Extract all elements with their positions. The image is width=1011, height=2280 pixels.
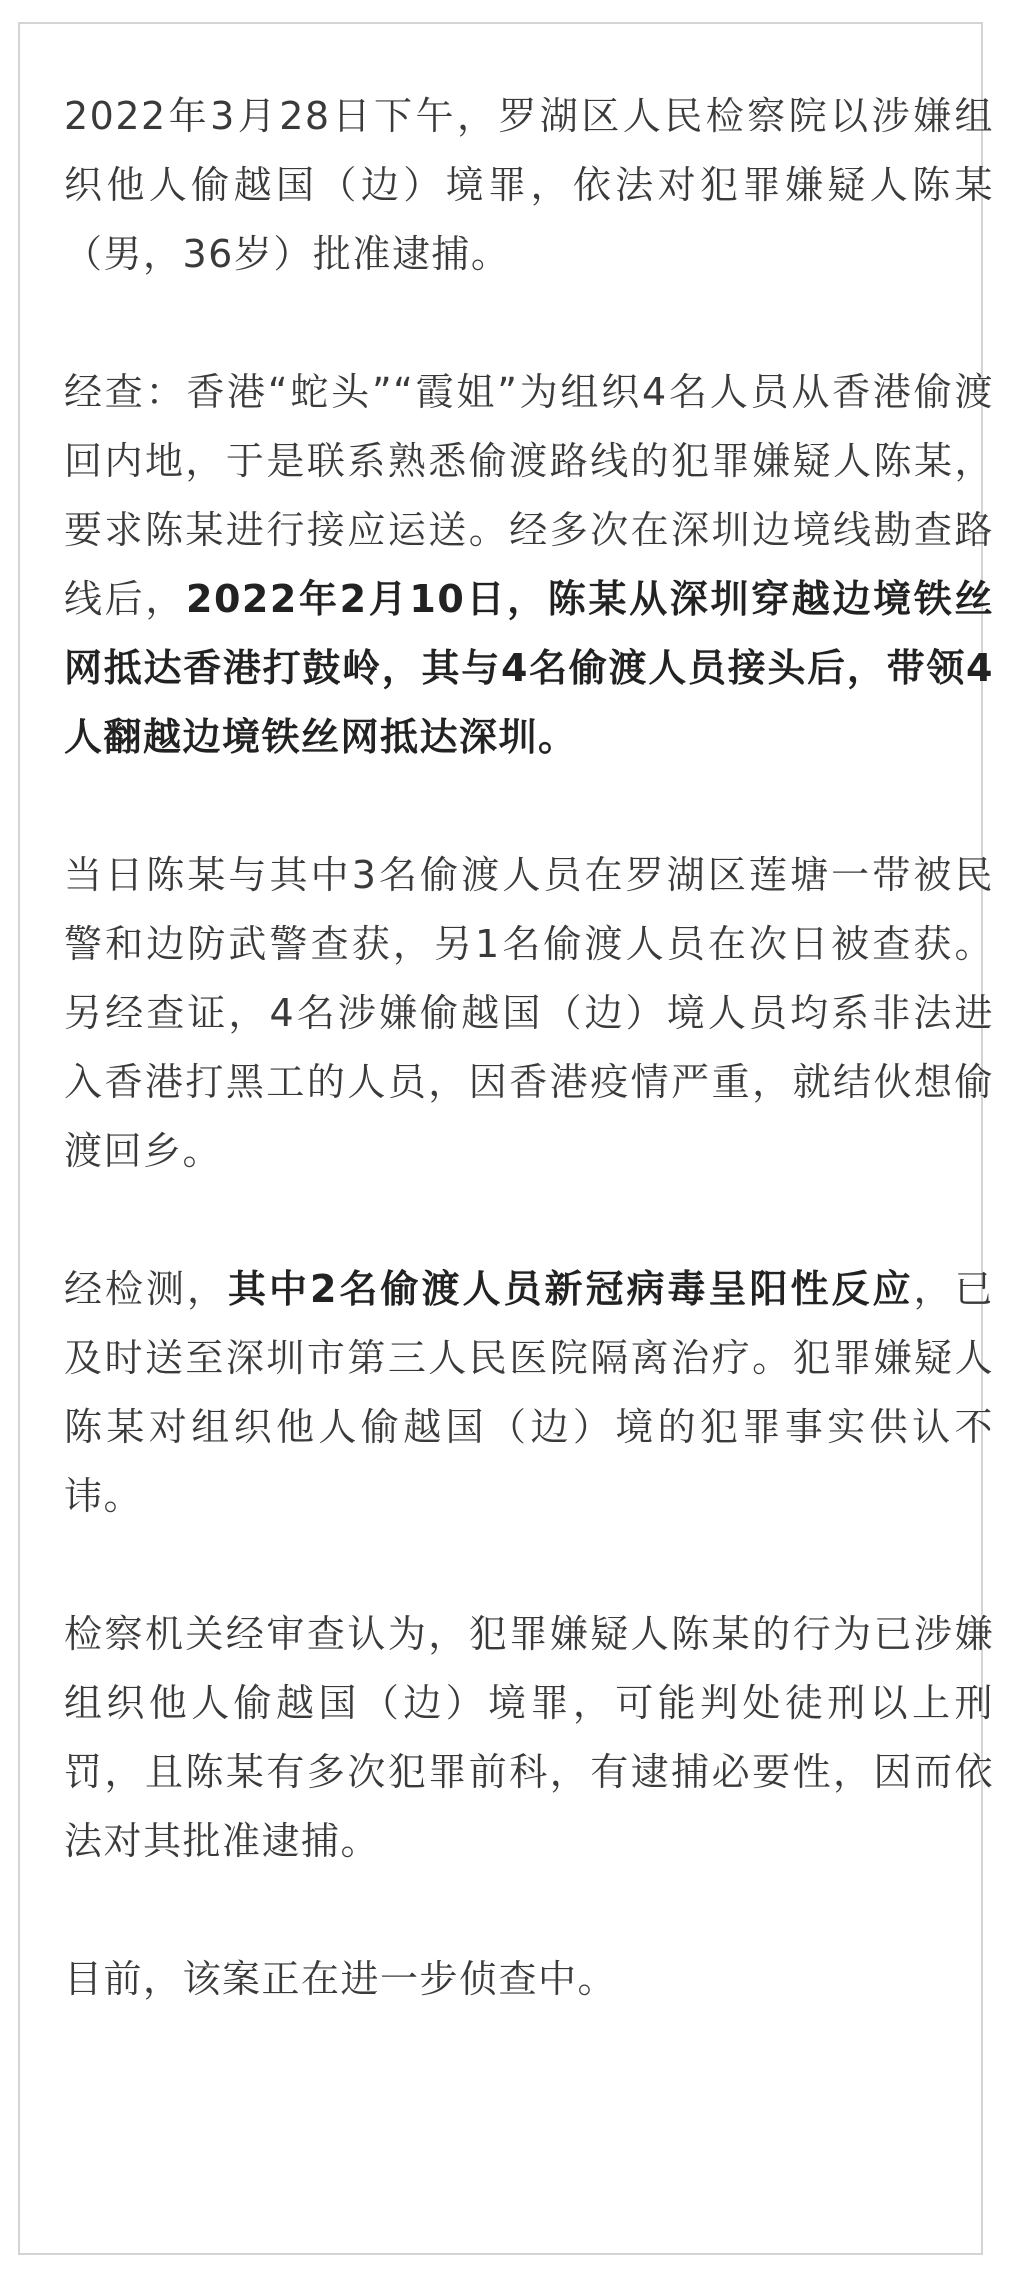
paragraph-text: 目前，该案正在进一步侦查中。 bbox=[64, 1957, 618, 2001]
paragraph-emphasis: 其中2名偷渡人员新冠病毒呈阳性反应 bbox=[228, 1267, 914, 1311]
article-frame bbox=[18, 22, 994, 2255]
paragraph-prosecution-review bbox=[64, 1600, 994, 1876]
paragraph-text: 经查：香港“蛇头”“霞姐”为组织4名人员从香港偷渡回内地，于是联系熟悉偷渡路线的犯罪嫌疑人陈某，要求陈某进行接应运送。经多次在深圳边境线勘查路线后， bbox=[64, 370, 994, 621]
paragraph-text: ，已及时送至深圳市第三人民医院隔离治疗。犯罪嫌疑人陈某对组织他人偷越国（边）境的犯罪事实供认不讳。 bbox=[64, 1267, 994, 1518]
paragraph-text: 检察机关经审查认为，犯罪嫌疑人陈某的行为已涉嫌组织他人偷越国（边）境罪，可能判处徒刑以上刑罚，且陈某有多次犯罪前科，有逮捕必要性，因而依法对其批准逮捕。 bbox=[64, 1612, 994, 1863]
paragraph-text: 2022年3月28日下午，罗湖区人民检察院以涉嫌组织他人偷越国（边）境罪，依法对犯罪嫌疑人陈某（男，36岁）批准逮捕。 bbox=[64, 94, 994, 276]
paragraph-text: 经检测， bbox=[64, 1267, 229, 1311]
paragraph-investigation-details bbox=[64, 358, 994, 772]
paragraph-status bbox=[64, 1945, 994, 2014]
article-body bbox=[64, 82, 994, 2014]
paragraph-arrest-announcement bbox=[64, 82, 994, 289]
paragraph-testing bbox=[64, 1255, 994, 1531]
paragraph-emphasis: 2022年2月10日，陈某从深圳穿越边境铁丝网抵达香港打鼓岭，其与4名偷渡人员接头后，带领4人翻越边境铁丝网抵达深圳。 bbox=[64, 577, 994, 759]
paragraph-text: 当日陈某与其中3名偷渡人员在罗湖区莲塘一带被民警和边防武警查获，另1名偷渡人员在次日被查获。另经查证，4名涉嫌偷越国（边）境人员均系非法进入香港打黑工的人员，因香港疫情严重，就结伙想偷渡回乡。 bbox=[64, 853, 994, 1173]
paragraph-capture bbox=[64, 841, 994, 1186]
